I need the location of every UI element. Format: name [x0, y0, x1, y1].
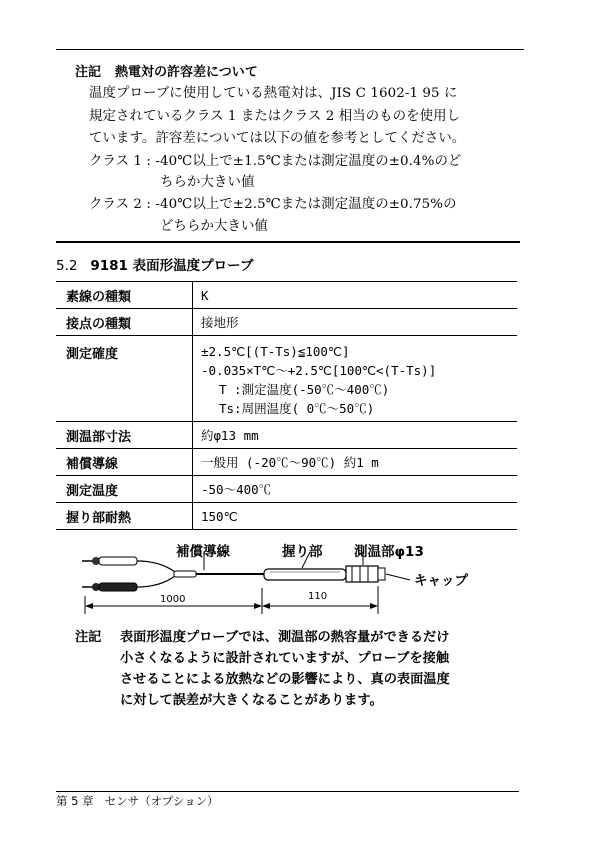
footer-chapter: 第 5 章 [56, 794, 94, 808]
table-row [56, 476, 517, 503]
section-rule [56, 241, 520, 243]
spec-value: -50～400℃ [193, 476, 518, 503]
spec-key: 測定確度 [56, 336, 193, 422]
note1-line: クラス 1 : -40℃以上で±1.5℃または測定温度の±0.4%のど [89, 154, 462, 169]
accuracy-line: ±2.5℃[(T-Ts)≦100℃] [201, 344, 350, 359]
note1-line: 温度プローブに使用している熱電対は、JIS C 1602-1 95 に [89, 86, 458, 101]
note2-line: 表面形温度プローブでは、測温部の熱容量ができるだけ [120, 630, 450, 645]
note1-label: 注記 [75, 65, 102, 80]
table-row [56, 336, 517, 422]
note1-title: 熱電対の許容差について [115, 65, 258, 80]
spec-key: 素線の種類 [56, 282, 193, 309]
table-row [56, 282, 517, 309]
top-rule [56, 49, 524, 50]
spec-value: 一般用 (-20℃～90℃) 約1 m [193, 449, 518, 476]
spec-key: 測温部寸法 [56, 422, 193, 449]
note1-line: 規定されているクラス 1 またはクラス 2 相当のものを使用し [89, 109, 461, 124]
table-row [56, 309, 517, 336]
spec-table [56, 281, 517, 530]
label-grip: 握り部 [282, 544, 323, 560]
note1-line: どちらか大きい値 [160, 219, 268, 234]
accuracy-line: Ts:周囲温度( 0℃～50℃) [219, 401, 375, 416]
note1-line: クラス 2 : -40℃以上で±2.5℃または測定温度の±0.75%の [89, 197, 457, 212]
accuracy-line: -0.035×T℃～+2.5℃[100℃<(T-Ts)] [201, 363, 437, 378]
probe-diagram [80, 538, 500, 618]
label-sensor-tip: 測温部φ13 [354, 544, 424, 560]
note2-line: 小さくなるように設計されていますが、プローブを接触 [120, 651, 450, 666]
spec-key: 接点の種類 [56, 309, 193, 336]
spec-key: 測定温度 [56, 476, 193, 503]
table-row [56, 449, 517, 476]
accuracy-line: T :測定温度(-50℃～400℃) [219, 382, 390, 397]
note1-line: ちらか大きい値 [160, 175, 255, 190]
note2-line: に対して誤差が大きくなることがあります。 [120, 693, 383, 708]
dimension-lead-length: 1000 [160, 594, 186, 605]
spec-value [193, 336, 518, 422]
page-footer [56, 793, 219, 809]
spec-value: K [193, 282, 518, 309]
label-cap: キャップ [414, 573, 468, 589]
note2-label: 注記 [75, 630, 102, 645]
note1-heading [75, 61, 258, 80]
spec-key: 握り部耐熱 [56, 503, 193, 530]
section-number: 5.2 [56, 258, 78, 274]
plug-connectors [82, 557, 137, 591]
dimension-probe-length: 110 [308, 591, 328, 602]
section-title: 9181 表面形温度プローブ [90, 258, 254, 274]
note1-line: ています。許容差については以下の値を参考としてください。 [89, 131, 466, 146]
spec-key: 補償導線 [56, 449, 193, 476]
table-row [56, 422, 517, 449]
footer-rule [56, 791, 519, 792]
note2-line: させることによる放熱などの影響により、真の表面温度 [120, 672, 450, 687]
label-lead-wire: 補償導線 [176, 544, 230, 560]
footer-title: センサ（オプション） [104, 794, 219, 808]
table-row [56, 503, 517, 530]
spec-value: 接地形 [193, 309, 518, 336]
spec-value: 約φ13 mm [193, 422, 518, 449]
spec-value: 150℃ [193, 503, 518, 530]
section-heading [56, 254, 253, 274]
